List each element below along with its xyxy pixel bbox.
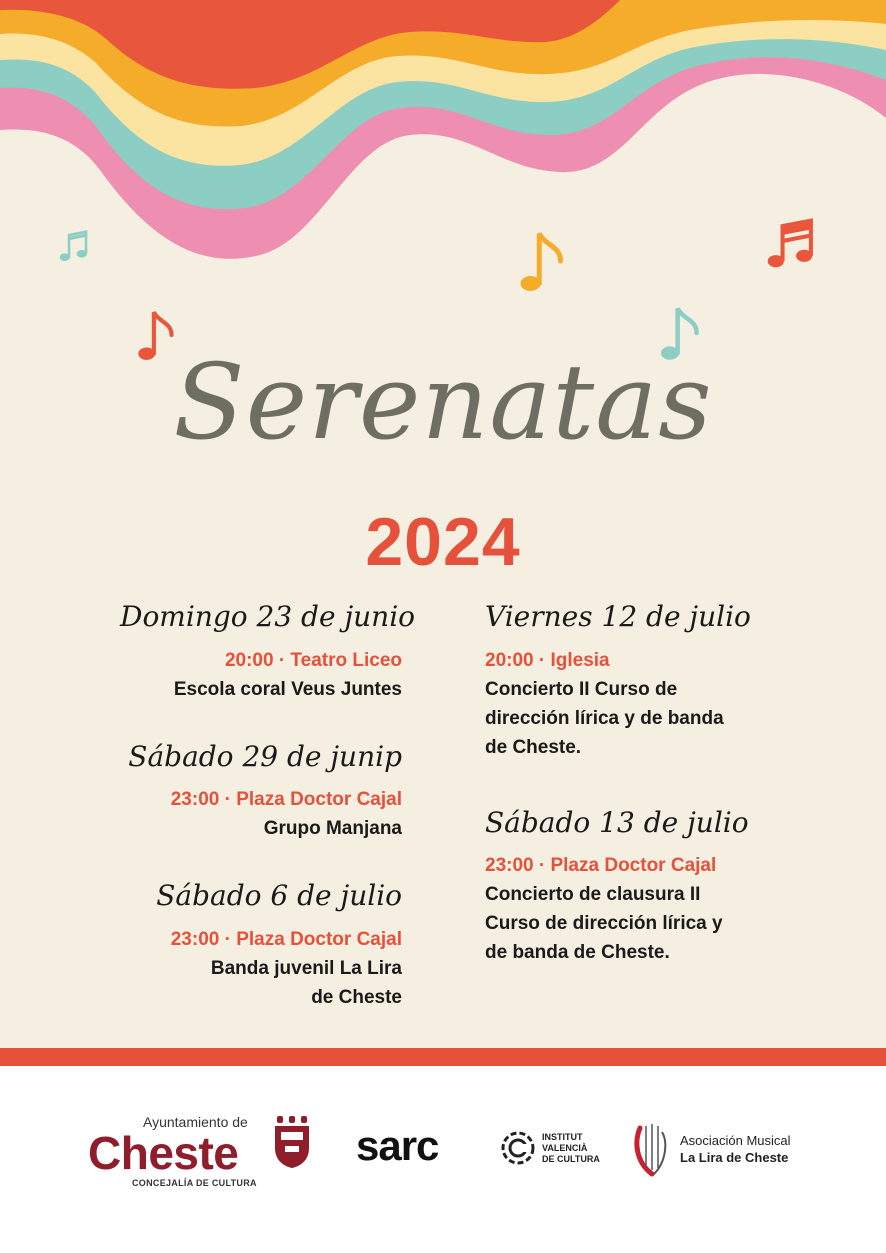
cheste-logo-name: Cheste	[88, 1127, 239, 1179]
ivc-line: VALENCIÀ	[542, 1143, 588, 1153]
music-note-icon	[58, 230, 92, 264]
cheste-logo-sub: CONCEJALÍA DE CULTURA	[132, 1178, 257, 1188]
lira-logo	[632, 1122, 822, 1178]
event-item	[120, 740, 402, 844]
event-date: Sábado 29 de junip	[128, 739, 402, 773]
rainbow-waves	[0, 0, 886, 300]
event-description: Concierto de clausura II Curso de dirección lírica y de banda de Cheste.	[485, 884, 723, 964]
poster-title: Serenatas	[173, 341, 713, 463]
event-date: Viernes 12 de julio	[485, 600, 751, 633]
ivc-line: DE CULTURA	[542, 1154, 600, 1164]
event-date: Sábado 13 de julio	[485, 805, 749, 839]
event-description: Grupo Manjana	[263, 818, 402, 840]
music-note-icon	[765, 218, 819, 272]
event-item	[120, 600, 416, 704]
music-note-icon	[518, 228, 568, 294]
event-date: Domingo 23 de junio	[120, 600, 416, 633]
cheste-logo-top: Ayuntamiento de	[143, 1114, 248, 1130]
ivc-logo-text	[542, 1132, 600, 1165]
event-time-venue: 20:00 · Iglesia	[485, 649, 610, 671]
ivc-logo	[500, 1126, 610, 1174]
accent-band	[0, 1048, 886, 1066]
event-date: Sábado 6 de julio	[156, 879, 402, 913]
ivc-emblem-icon	[500, 1130, 536, 1166]
lira-logo-line2: La Lira de Cheste	[680, 1150, 789, 1165]
sponsor-footer	[0, 1066, 886, 1253]
schedule-right-column	[485, 600, 785, 1003]
event-time-venue: 23:00 · Plaza Doctor Cajal	[170, 928, 402, 950]
schedule-left-column	[120, 600, 416, 1048]
event-time-venue: 20:00 · Teatro Liceo	[224, 649, 402, 671]
cheste-logo	[88, 1114, 318, 1194]
event-item	[485, 600, 785, 762]
lyre-icon	[632, 1122, 674, 1178]
poster-year: 2024	[365, 504, 521, 580]
shield-icon	[273, 1116, 311, 1168]
event-time-venue: 23:00 · Plaza Doctor Cajal	[170, 789, 402, 811]
event-item	[485, 806, 785, 968]
event-description: Concierto II Curso de dirección lírica y de banda de Cheste.	[485, 678, 724, 758]
sarc-logo: sarc	[356, 1122, 439, 1169]
lira-logo-line1: Asociación Musical	[680, 1133, 791, 1148]
event-item	[120, 879, 402, 1012]
event-time-venue: 23:00 · Plaza Doctor Cajal	[485, 855, 717, 877]
ivc-line: INSTITUT	[542, 1132, 583, 1142]
event-description: Banda juvenil La Lira de Cheste	[210, 957, 402, 1008]
event-description: Escola coral Veus Juntes	[173, 678, 402, 700]
